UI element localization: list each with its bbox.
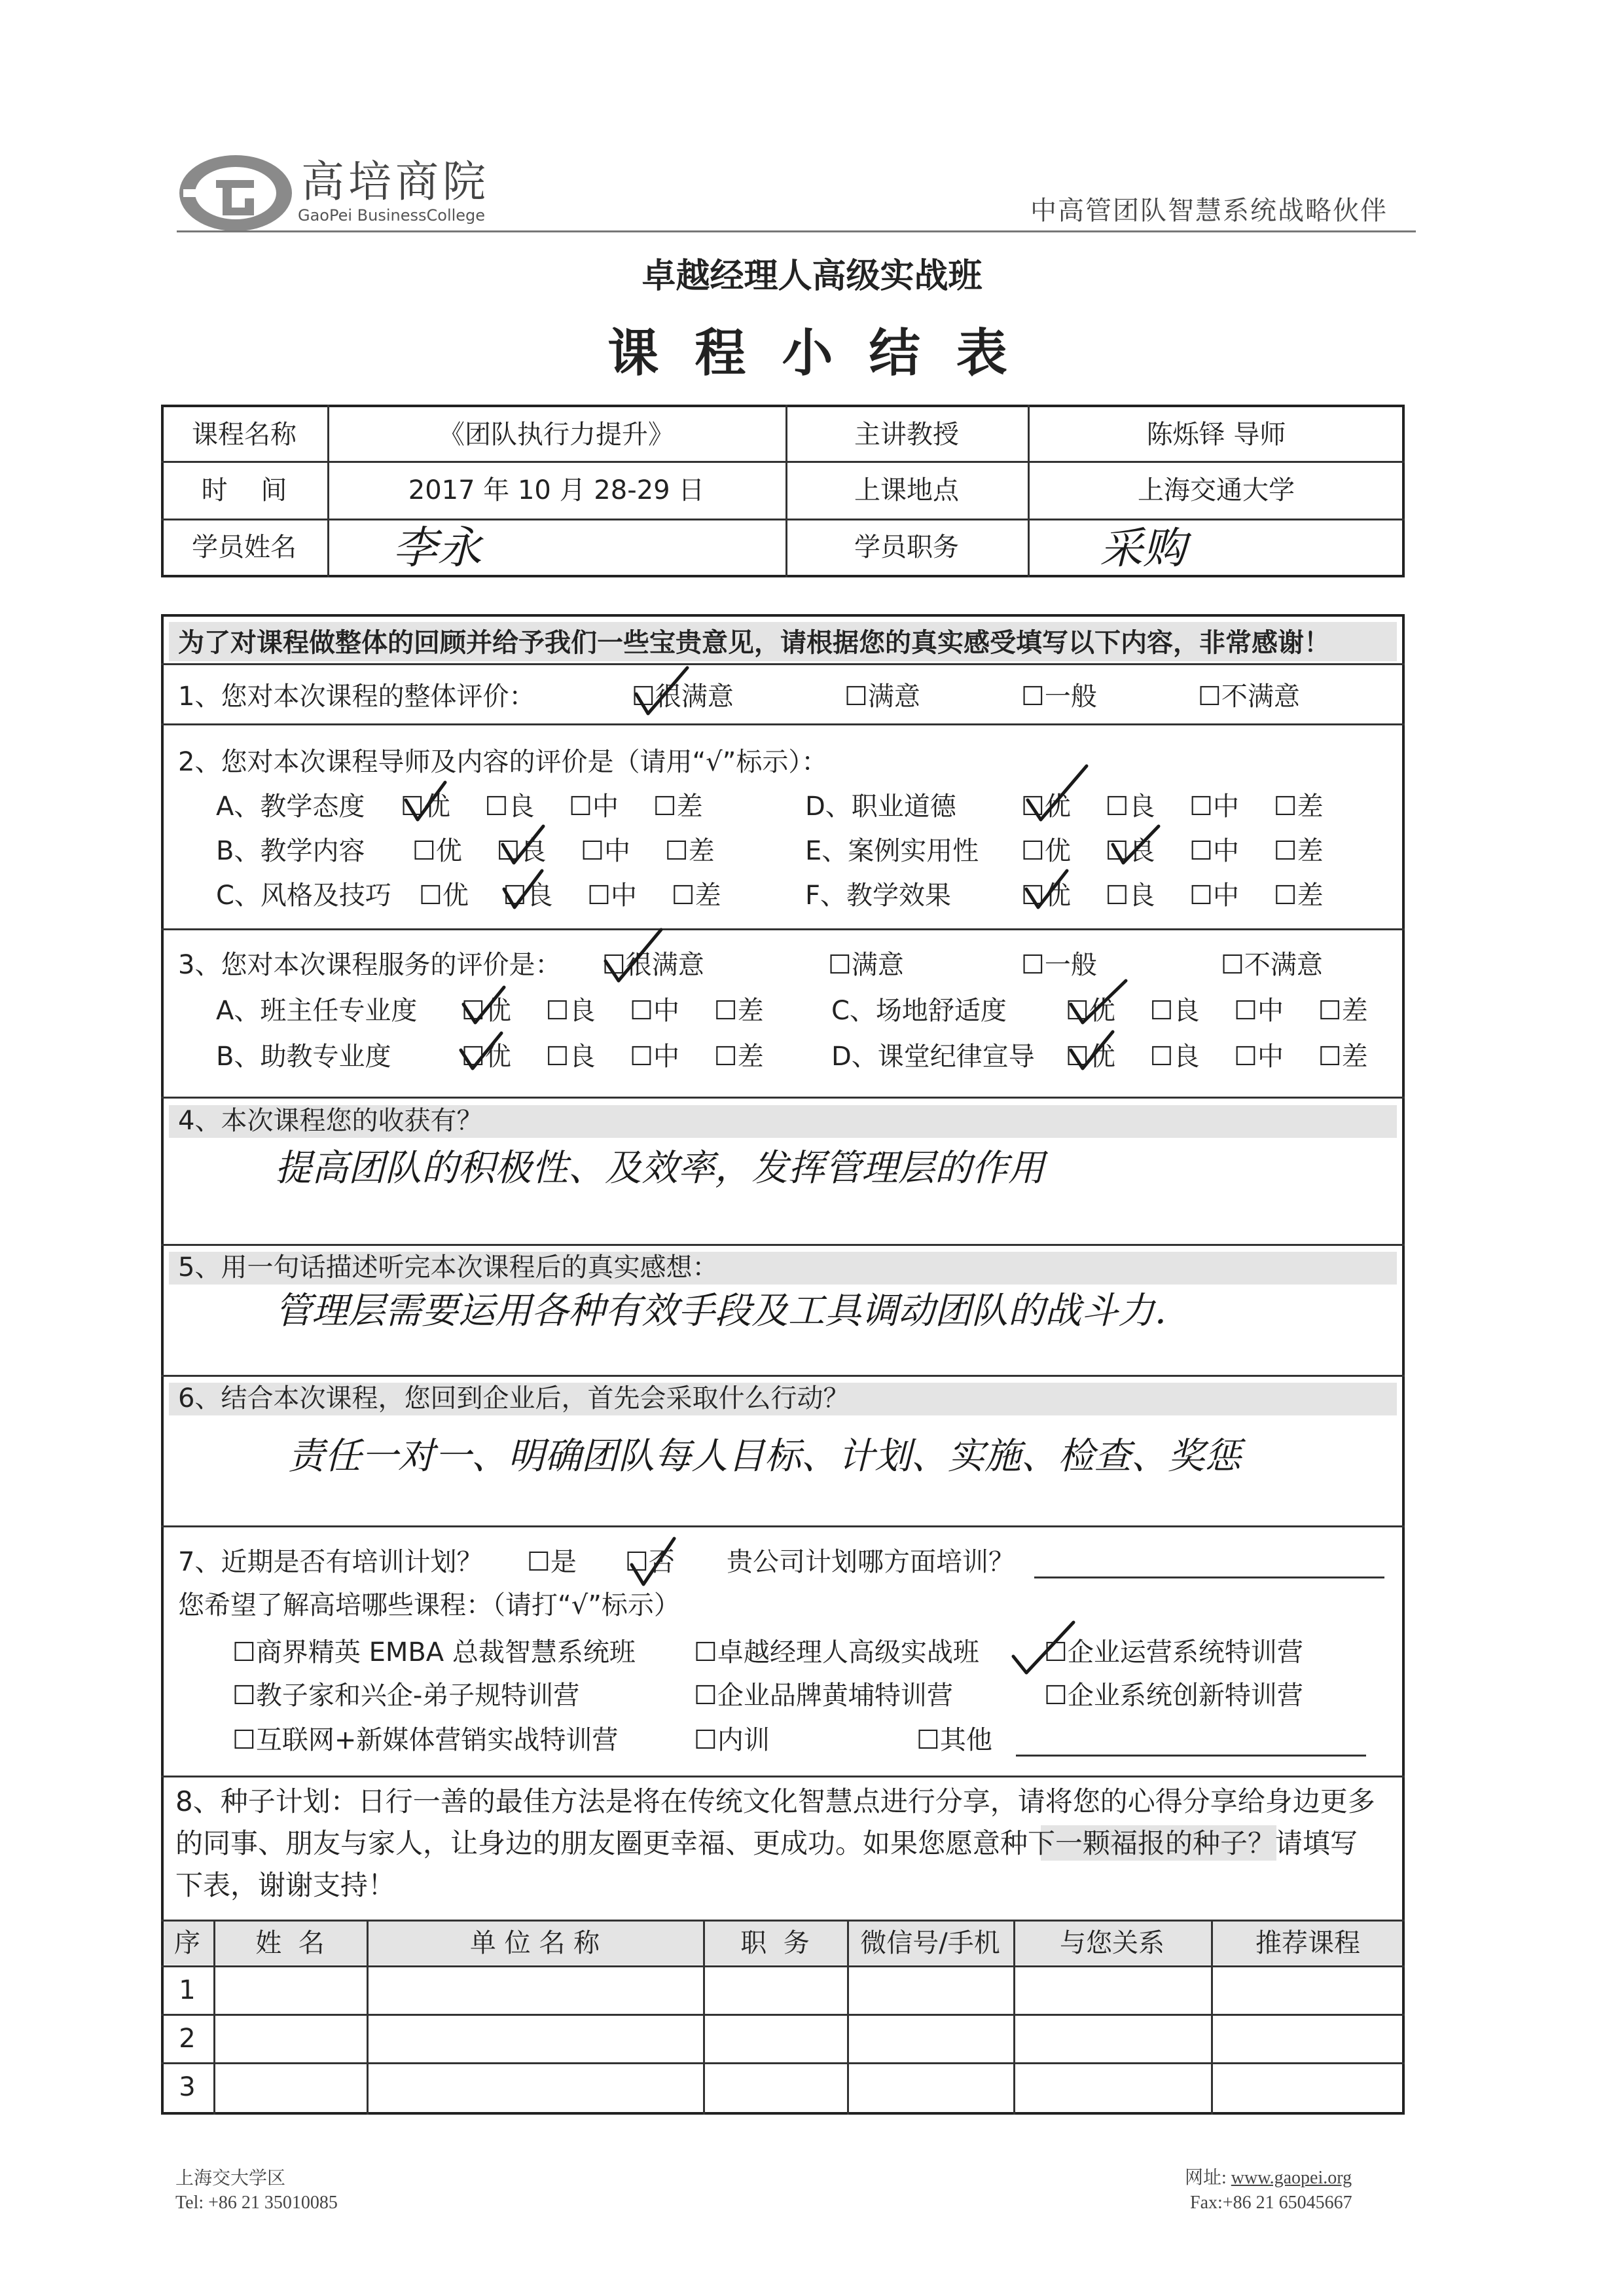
- footer-web: 网址: www.gaopei.org: [1185, 2168, 1352, 2188]
- q7-label: 7、近期是否有培训计划？: [178, 1547, 483, 1577]
- survey-intro: 为了对课程做整体的回顾并给予我们一些宝贵意见，请根据您的真实感受填写以下内容，非常感谢！: [178, 628, 1330, 658]
- logo-english: GaoPei BusinessCollege: [298, 206, 486, 225]
- q2-c-grades[interactable]: ☐优 ☐良 ☐中 ☐差: [419, 881, 721, 911]
- course-option-brand[interactable]: ☐企业品牌黄埔特训营: [694, 1681, 953, 1711]
- check-mark-icon: [1071, 981, 1126, 1023]
- col-header-company: 单 位 名 称: [469, 1928, 600, 1958]
- q2-d-grades[interactable]: ☐优 ☐良 ☐中 ☐差: [1021, 792, 1324, 822]
- table-row[interactable]: 2: [179, 2024, 196, 2054]
- q7-courses-label: 您希望了解高培哪些课程：（请打“√”标示）: [178, 1590, 680, 1620]
- col-header-relation: 与您关系: [1060, 1928, 1164, 1958]
- q2-label: 2、您对本次课程导师及内容的评价是（请用“√”标示）：: [178, 747, 828, 777]
- q7-area-label: 贵公司计划哪方面培训？: [727, 1547, 1015, 1577]
- check-mark-icon: [461, 1033, 501, 1068]
- website-link[interactable]: www.gaopei.org: [1231, 2168, 1352, 2188]
- tagline: 中高管团队智慧系统战略伙伴: [1030, 196, 1388, 226]
- q3-item-d: D、课堂纪律宣导: [831, 1042, 1035, 1072]
- footer-campus: 上海交大学区: [175, 2167, 286, 2189]
- course-option-inhouse[interactable]: ☐内训: [694, 1725, 770, 1755]
- referral-table: [161, 1920, 1405, 2115]
- place-label: 上课地点: [854, 475, 959, 505]
- q7-no[interactable]: ☐否: [625, 1547, 675, 1577]
- logo-chinese: 高培商院: [301, 156, 490, 207]
- teacher-value: 陈烁铎 导师: [1146, 420, 1286, 450]
- q3-item-a: A、班主任专业度: [216, 996, 418, 1026]
- check-mark-icon: [1071, 1032, 1113, 1068]
- q1-label: 1、您对本次课程的整体评价：: [178, 682, 535, 712]
- other-input[interactable]: [1016, 1755, 1366, 1757]
- q2-item-c: C、风格及技巧: [216, 881, 391, 911]
- check-mark-icon: [406, 782, 445, 820]
- q3-option-average[interactable]: ☐一般: [1021, 950, 1097, 980]
- teacher-label: 主讲教授: [854, 420, 959, 450]
- q2-item-d: D、职业道德: [805, 792, 956, 822]
- q8-text-2: 的同事、朋友与家人，让身边的朋友圈更幸福、更成功。如果您愿意种下一颗福报的种子？请填写: [175, 1827, 1358, 1859]
- q3-item-b: B、助教专业度: [216, 1042, 391, 1072]
- q2-item-a: A、教学态度: [216, 792, 365, 822]
- q3-label: 3、您对本次课程服务的评价是：: [178, 950, 562, 980]
- time-label: 时 间: [201, 475, 287, 505]
- q3-a-grades[interactable]: ☐优 ☐良 ☐中 ☐差: [461, 996, 764, 1026]
- q7-yes[interactable]: ☐是: [527, 1547, 577, 1577]
- check-mark-icon: [605, 930, 661, 981]
- course-option-innovation[interactable]: ☐企业系统创新特训营: [1044, 1681, 1303, 1711]
- form-subtitle: 卓越经理人高级实战班: [641, 257, 983, 296]
- q3-option-unsatisfied[interactable]: ☐不满意: [1221, 950, 1323, 980]
- footer-tel: Tel: +86 21 35010085: [175, 2193, 338, 2213]
- col-header-index: 序: [174, 1928, 200, 1958]
- time-value: 2017 年 10 月 28-29 日: [408, 475, 705, 505]
- q2-f-grades[interactable]: ☐优 ☐良 ☐中 ☐差: [1021, 881, 1324, 911]
- col-header-course: 推荐课程: [1255, 1928, 1360, 1958]
- q8-text-3: 下表，谢谢支持！: [175, 1869, 396, 1901]
- q3-b-grades[interactable]: ☐优 ☐良 ☐中 ☐差: [461, 1042, 764, 1072]
- course-name-label: 课程名称: [192, 420, 297, 450]
- place-value: 上海交通大学: [1138, 475, 1295, 505]
- q5-label: 5、用一句话描述听完本次课程后的真实感想：: [178, 1252, 719, 1283]
- check-mark-icon: [636, 668, 687, 714]
- course-option-internet[interactable]: ☐互联网+新媒体营销实战特训营: [232, 1725, 619, 1755]
- q1-option-satisfied[interactable]: ☐满意: [844, 682, 920, 712]
- check-mark-icon: [503, 826, 543, 863]
- course-option-other[interactable]: ☐其他: [916, 1725, 992, 1755]
- q6-answer[interactable]: 责任一对一、明确团队每人目标、计划、实施、检查、奖惩: [288, 1435, 1241, 1478]
- footer-fax: Fax:+86 21 65045667: [1190, 2193, 1352, 2213]
- form-title: 课 程 小 结 表: [607, 324, 1017, 383]
- q2-item-f: F、教学效果: [805, 881, 952, 911]
- q2-a-grades[interactable]: ☐优 ☐良 ☐中 ☐差: [401, 792, 703, 822]
- course-option-manager[interactable]: ☐卓越经理人高级实战班: [694, 1637, 979, 1667]
- q3-item-c: C、场地舒适度: [831, 996, 1007, 1026]
- check-mark-icon: [1113, 826, 1159, 863]
- check-mark-icon: [504, 871, 542, 907]
- q2-b-grades[interactable]: ☐优 ☐良 ☐中 ☐差: [412, 836, 715, 866]
- col-header-contact: 微信号/手机: [860, 1928, 1000, 1958]
- position-label: 学员职务: [854, 532, 959, 562]
- course-option-emba[interactable]: ☐商界精英 EMBA 总裁智慧系统班: [232, 1637, 636, 1667]
- q3-d-grades[interactable]: ☐优 ☐良 ☐中 ☐差: [1066, 1042, 1368, 1072]
- q1-option-average[interactable]: ☐一般: [1021, 682, 1097, 712]
- student-signature[interactable]: 李永: [393, 522, 482, 574]
- course-option-dizigui[interactable]: ☐教子家和兴企-弟子规特训营: [232, 1681, 580, 1711]
- q4-answer[interactable]: 提高团队的积极性、及效率，发挥管理层的作用: [275, 1147, 1045, 1190]
- table-row[interactable]: 1: [179, 1975, 196, 2005]
- q1-option-unsatisfied[interactable]: ☐不满意: [1198, 682, 1300, 712]
- course-option-operations[interactable]: ☐企业运营系统特训营: [1044, 1637, 1303, 1667]
- col-header-name: 姓 名: [255, 1928, 325, 1958]
- q8-text-1: 8、种子计划：日行一善的最佳方法是将在传统文化智慧点进行分享，请将您的心得分享给身边更多: [175, 1785, 1375, 1817]
- check-mark-icon: [1026, 871, 1067, 907]
- q3-option-satisfied[interactable]: ☐满意: [828, 950, 904, 980]
- q3-option-very-satisfied[interactable]: ☐很满意: [602, 950, 704, 980]
- course-name-value: 《团队执行力提升》: [439, 420, 674, 450]
- q2-item-b: B、教学内容: [216, 836, 365, 866]
- q3-c-grades[interactable]: ☐优 ☐良 ☐中 ☐差: [1066, 996, 1368, 1026]
- check-mark-icon: [1028, 766, 1087, 820]
- q6-label: 6、结合本次课程，您回到企业后，首先会采取什么行动？: [178, 1383, 850, 1413]
- col-header-position: 职 务: [740, 1928, 810, 1958]
- q2-e-grades[interactable]: ☐优 ☐良 ☐中 ☐差: [1021, 836, 1324, 866]
- q2-item-e: E、案例实用性: [805, 836, 979, 866]
- check-mark-icon: [463, 987, 504, 1023]
- q5-answer[interactable]: 管理层需要运用各种有效手段及工具调动团队的战斗力.: [275, 1290, 1166, 1332]
- q1-option-very-satisfied[interactable]: ☐很满意: [632, 682, 734, 712]
- position-value[interactable]: 采购: [1100, 523, 1186, 574]
- table-row[interactable]: 3: [179, 2072, 196, 2102]
- q7-area-input[interactable]: [1034, 1576, 1384, 1578]
- student-label: 学员姓名: [192, 532, 297, 562]
- q4-label: 4、本次课程您的收获有？: [178, 1106, 483, 1136]
